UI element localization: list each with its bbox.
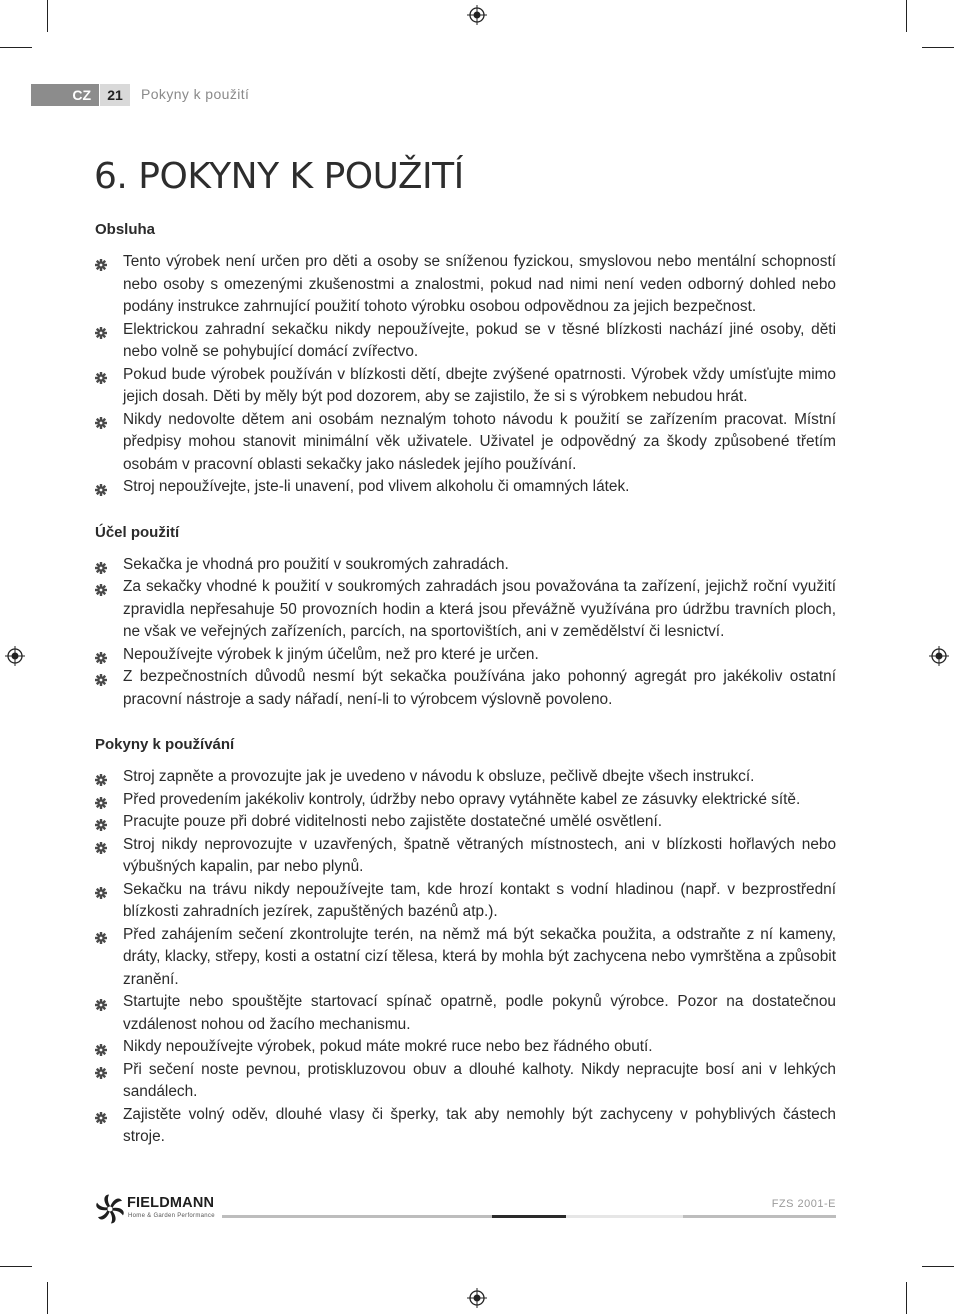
list-item	[95, 991, 836, 1036]
gear-bullet-icon	[95, 1041, 107, 1053]
crop-mark	[922, 47, 954, 48]
list-item	[95, 476, 836, 499]
section-title: Pokyny k používání	[95, 736, 235, 753]
list-item-text: Stroj zapněte a provozujte jak je uvedeno v návodu k obsluze, pečlivě dbejte všech instrukcí.	[123, 768, 755, 785]
gear-bullet-icon	[95, 929, 107, 941]
list-item	[95, 879, 836, 924]
crop-mark	[906, 0, 907, 32]
gear-bullet-icon	[95, 671, 107, 683]
list-item-text: Nepoužívejte výrobek k jiným účelům, než pro které je určen.	[123, 645, 539, 663]
brand-name: FIELDMANN	[127, 1195, 215, 1211]
crop-mark	[906, 1282, 907, 1314]
list-item-text: Elektrickou zahradní sekačku nikdy nepoužívejte, pokud se v těsné blízkosti nachází jiné osoby, děti nebo volně se pohybující domácí zvířectvo.	[123, 320, 836, 360]
footer-rule	[222, 1215, 492, 1218]
list-item	[95, 1104, 836, 1149]
page-number: 21	[100, 84, 130, 106]
model-number: FZS 2001-E	[771, 1198, 836, 1210]
list-item-text: Nikdy nepoužívejte výrobek, pokud máte mokré ruce nebo bez řádného obutí.	[123, 1038, 653, 1055]
list-item	[95, 811, 836, 834]
gear-bullet-icon	[95, 481, 107, 493]
footer-rule	[492, 1215, 566, 1218]
brand-tagline: Home & Garden Performance	[128, 1213, 215, 1219]
list-item	[95, 251, 836, 319]
bullet-list	[95, 251, 836, 499]
gear-bullet-icon	[95, 414, 107, 426]
gear-bullet-icon	[95, 884, 107, 896]
main-content	[95, 219, 836, 1149]
bullet-list	[95, 554, 836, 712]
list-item	[95, 834, 836, 879]
gear-bullet-icon	[95, 369, 107, 381]
section-title: Účel použití	[95, 523, 180, 541]
registration-mark-icon	[929, 646, 949, 666]
footer-rule	[683, 1215, 836, 1218]
footer-rule	[566, 1215, 683, 1218]
list-item-text: Pracujte pouze při dobré viditelnosti nebo zajistěte dostatečné umělé osvětlení.	[123, 813, 662, 830]
list-item	[95, 766, 836, 789]
running-header-title: Pokyny k použití	[141, 86, 250, 102]
crop-mark	[47, 0, 48, 32]
registration-mark-icon	[467, 5, 487, 25]
section-title: Obsluha	[95, 221, 156, 238]
gear-bullet-icon	[95, 649, 107, 661]
crop-mark	[0, 47, 32, 48]
list-item-text: Při sečení noste pevnou, protiskluzovou obuv a dlouhé kalhoty. Nikdy nepracujte bosí ani v lehkých sandálech.	[123, 1060, 836, 1100]
language-tab: CZ	[31, 84, 99, 106]
list-item	[95, 924, 836, 992]
crop-mark	[0, 1266, 32, 1267]
list-item	[95, 789, 836, 812]
gear-bullet-icon	[95, 1064, 107, 1076]
list-item	[95, 409, 836, 477]
list-item-text: Z bezpečnostních důvodů nesmí být sekačka používána jako pohonný agregát pro jakékoliv ostatní pracovní nástroje a sady nářadí, není-li to výrobcem výslovně povoleno.	[123, 668, 836, 708]
crop-mark	[922, 1266, 954, 1267]
gear-bullet-icon	[95, 996, 107, 1008]
list-item	[95, 1036, 836, 1059]
gear-bullet-icon	[95, 581, 107, 593]
gear-bullet-icon	[95, 324, 107, 336]
gear-bullet-icon	[95, 256, 107, 268]
list-item	[95, 1059, 836, 1104]
list-item	[95, 364, 836, 409]
list-item-text: Sekačka je vhodná pro použití v soukromých zahradách.	[123, 555, 509, 573]
gear-bullet-icon	[95, 559, 107, 571]
list-item-text: Pokud bude výrobek používán v blízkosti dětí, dbejte zvýšené opatrnosti. Výrobek vždy umísťujte mimo jejich dosah. Děti by měly být pod dozorem, aby se zajistilo, že si s výrobkem nebudou hrát.	[123, 365, 836, 405]
list-item	[95, 644, 836, 667]
list-item-text: Sekačku na trávu nikdy nepoužívejte tam, kde hrozí kontakt s vodní hladinou (např. v bezprostřední blízkosti zahradních jezírek, zapuštěných bazénů atp.).	[123, 880, 836, 920]
registration-mark-icon	[5, 646, 25, 666]
fan-logo-icon	[95, 1194, 125, 1224]
list-item-text: Tento výrobek není určen pro děti a osoby se sníženou fyzickou, smyslovou nebo mentální schopností nebo osoby s omezenými zkušenostmi a znalostmi, pokud nad nimi není veden odborný dohled nebo podány instrukce zahrnující použití tohoto výrobku osobou odpovědnou za jejich bezpečnost.	[123, 253, 836, 315]
gear-bullet-icon	[95, 771, 107, 783]
list-item	[95, 319, 836, 364]
gear-bullet-icon	[95, 794, 107, 806]
list-item-text: Před zahájením sečení zkontrolujte terén, na němž má být sekačka použita, a odstraňte z ní kameny, dráty, klacky, střepy, kosti a ostatní cizí tělesa, která by mohla být zachycena nebo vymrštěna a způsobit zranění.	[123, 925, 836, 988]
list-item	[95, 576, 836, 644]
list-item-text: Stroj nepoužívejte, jste-li unavení, pod vlivem alkoholu či omamných látek.	[123, 478, 630, 495]
list-item-text: Startujte nebo spouštějte startovací spínač opatrně, podle pokynů výrobce. Pozor na dostatečnou vzdálenost nohou od žacího mechanismu.	[123, 993, 836, 1033]
page-title: 6. POKYNY K POUŽITÍ	[94, 156, 464, 197]
list-item-text: Stroj nikdy neprovozujte v uzavřených, špatně větraných místnostech, ani v blízkosti hořlavých nebo výbušných kapalin, par nebo plynů.	[123, 835, 836, 875]
list-item-text: Nikdy nedovolte dětem ani osobám neznalým tohoto návodu k použití se zařízením pracovat. Místní předpisy mohou stanovit minimální věk uživatele. Uživatel je odpovědný za škody způsobené třetím osobám v pracovní oblasti sekačky jako následek jejího používání.	[123, 410, 836, 473]
gear-bullet-icon	[95, 839, 107, 851]
list-item-text: Za sekačky vhodné k použití v soukromých zahradách jsou považována ta zařízení, jejichž roční využití zpravidla nepřesahuje 50 provozních hodin a která jsou převážně využívána pro údržbu travních ploch, ne však ve veřejných zařízeních, parcích, na sportovištích, ani v zemědělství či lesnictví.	[123, 578, 836, 640]
gear-bullet-icon	[95, 1109, 107, 1121]
list-item	[95, 666, 836, 711]
list-item-text: Před provedením jakékoliv kontroly, údržby nebo opravy vytáhněte kabel ze zásuvky elektrické sítě.	[123, 790, 801, 808]
registration-mark-icon	[467, 1288, 487, 1308]
gear-bullet-icon	[95, 816, 107, 828]
bullet-list	[95, 766, 836, 1149]
list-item	[95, 554, 836, 577]
list-item-text: Zajistěte volný oděv, dlouhé vlasy či šperky, tak aby nemohly být zachyceny v pohyblivých částech stroje.	[123, 1105, 836, 1145]
crop-mark	[47, 1282, 48, 1314]
fieldmann-logo	[95, 1193, 225, 1225]
